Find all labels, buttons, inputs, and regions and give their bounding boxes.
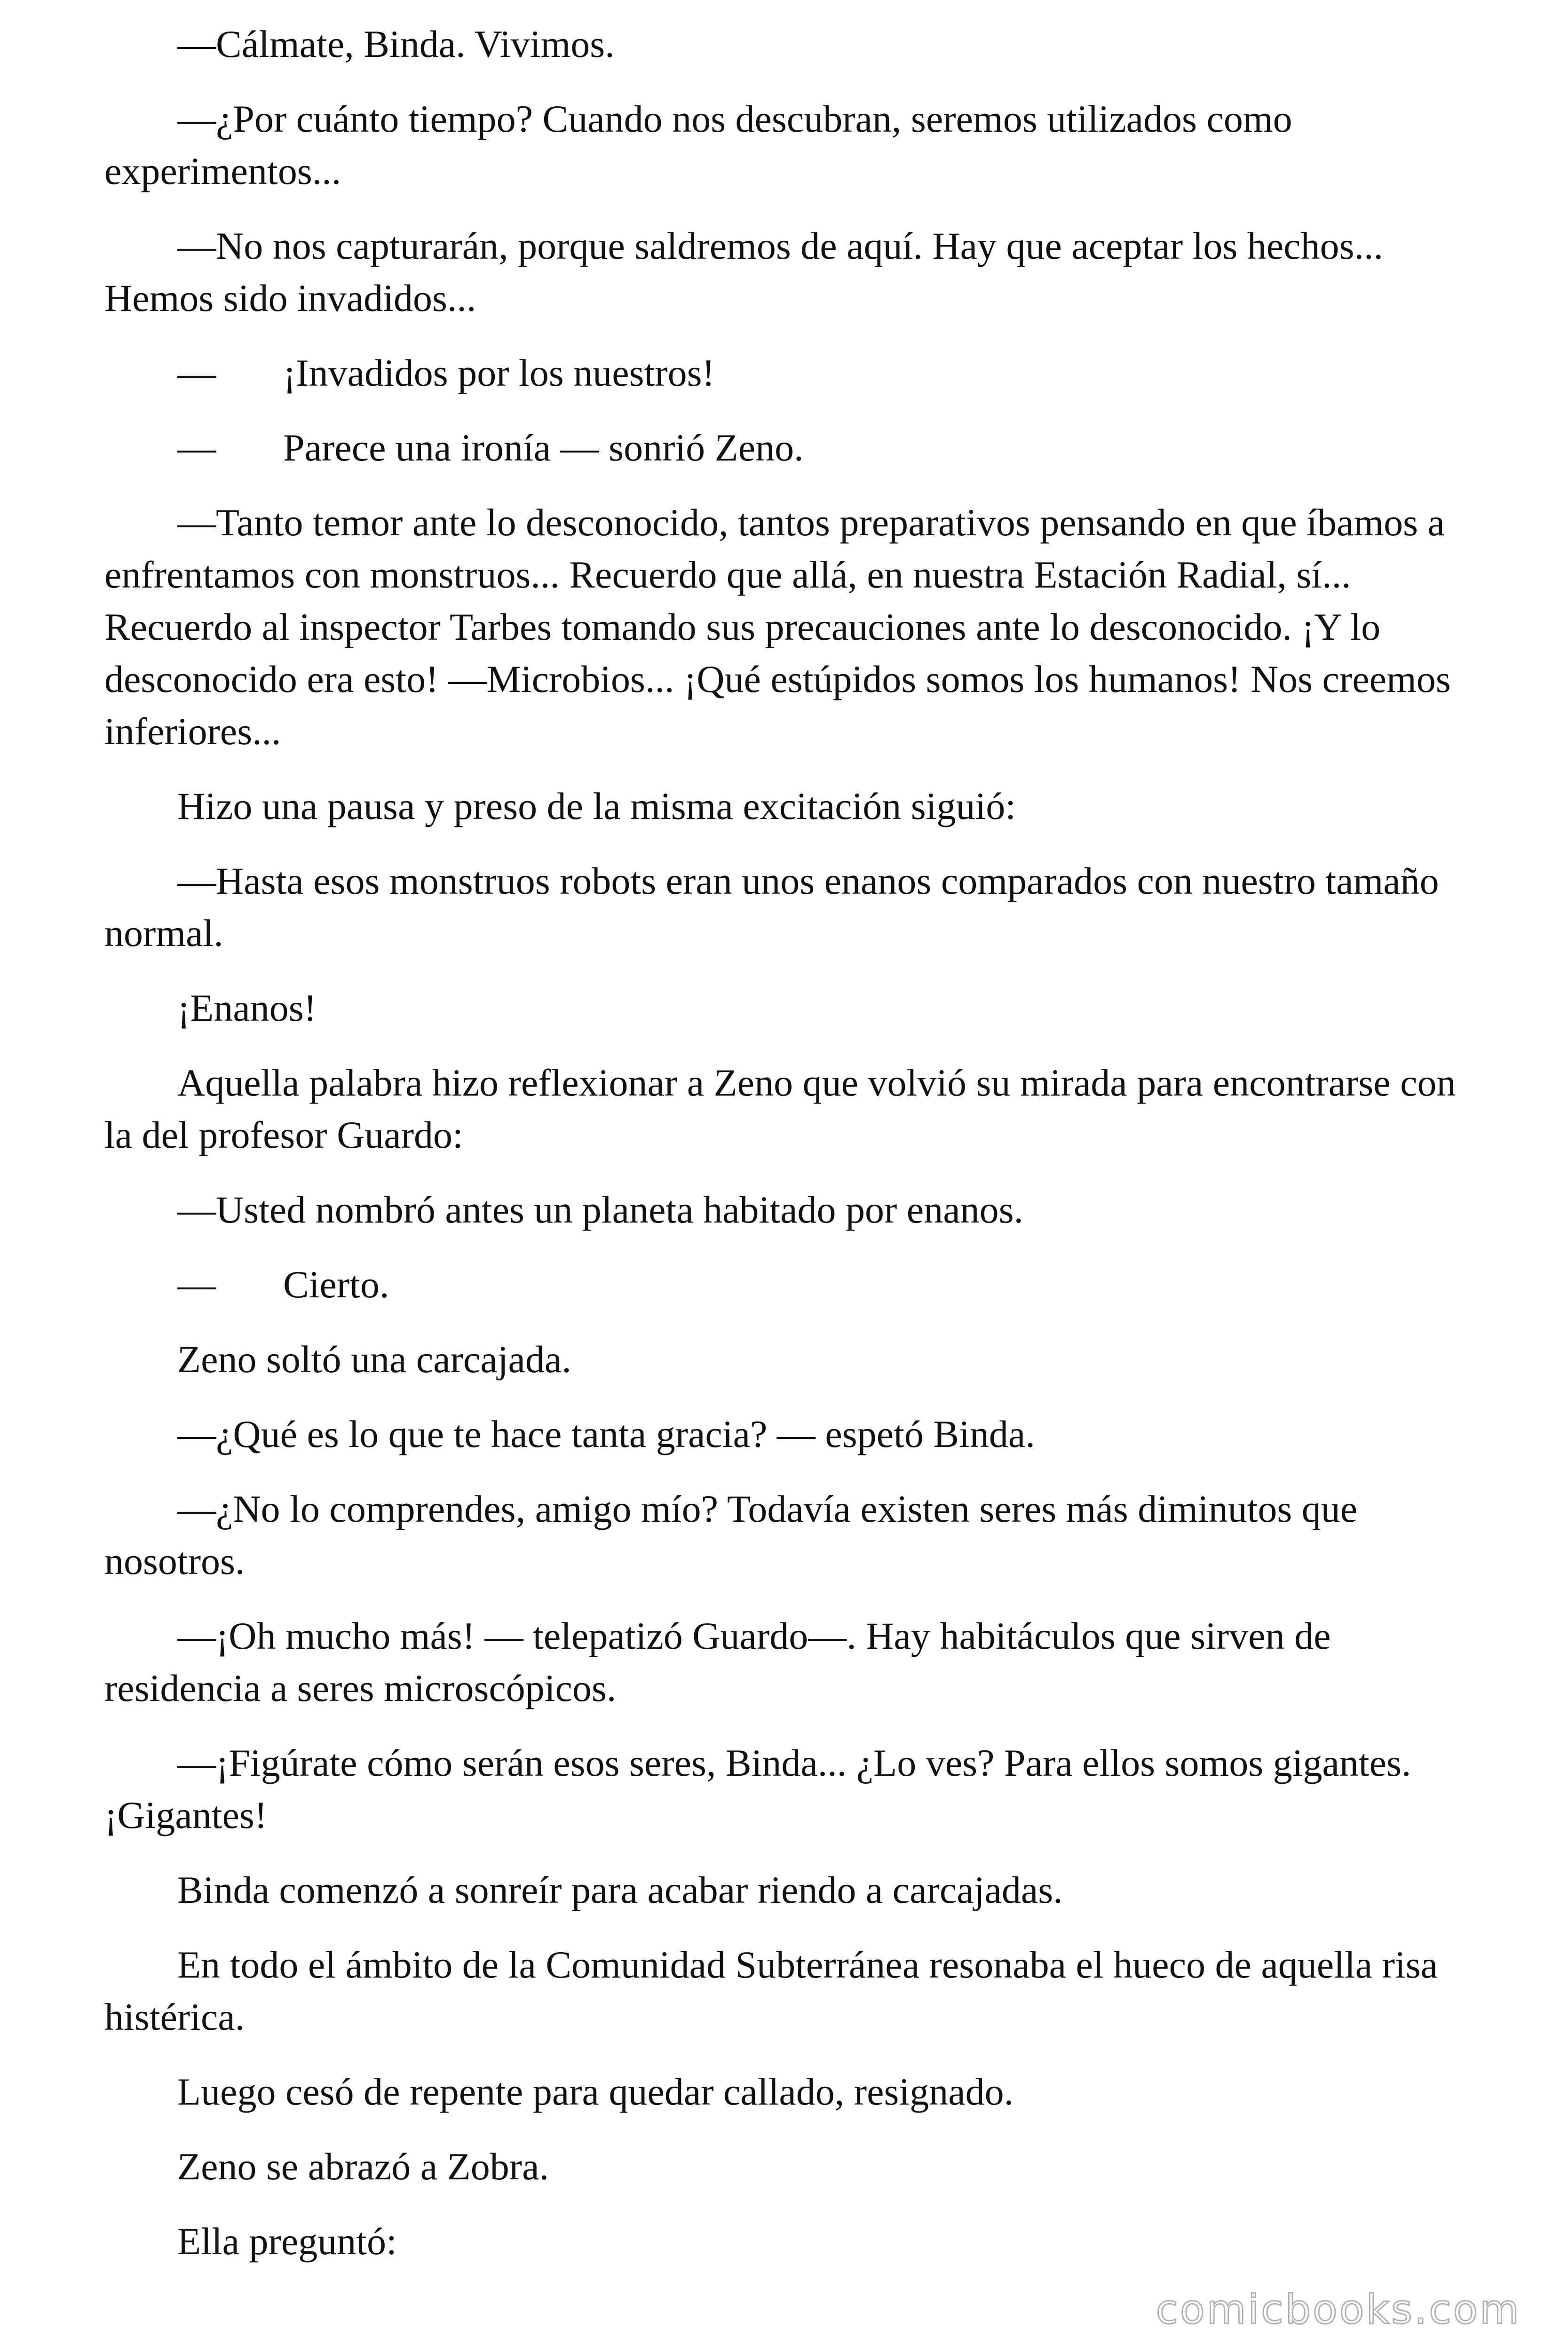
paragraph: Aquella palabra hizo reflexionar a Zeno que volvió su mirada para encontrarse con la del profesor Guardo: bbox=[104, 1061, 1456, 1156]
paragraph: Ella preguntó: bbox=[177, 2220, 397, 2263]
paragraph bbox=[104, 421, 1468, 474]
paragraph: Zeno se abrazó a Zobra. bbox=[177, 2145, 549, 2188]
paragraph bbox=[104, 1258, 1468, 1311]
paragraph: Zeno soltó una carcajada. bbox=[177, 1338, 571, 1381]
paragraph bbox=[104, 347, 1468, 399]
paragraph: Hizo una pausa y preso de la misma excitación siguió: bbox=[177, 785, 1016, 827]
dialogue-dash: — bbox=[177, 351, 216, 394]
paragraph: —¿No lo comprendes, amigo mío? Todavía existen seres más diminutos que nosotros. bbox=[104, 1487, 1358, 1582]
paragraph: En todo el ámbito de la Comunidad Subterránea resonaba el hueco de aquella risa histérica. bbox=[104, 1943, 1438, 2038]
paragraph: Luego cesó de repente para quedar callado, resignado. bbox=[177, 2070, 1014, 2113]
paragraph: —Cálmate, Binda. Vivimos. bbox=[177, 23, 615, 65]
paragraph-text: Cierto. bbox=[283, 1263, 389, 1306]
dialogue-dash: — bbox=[177, 1263, 216, 1306]
dialogue-dash: — bbox=[177, 426, 216, 469]
paragraph: —Usted nombró antes un planeta habitado por enanos. bbox=[177, 1188, 1023, 1231]
watermark: comicbooks.com bbox=[1156, 2286, 1521, 2333]
paragraph: —¡Oh mucho más! — telepatizó Guardo—. Hay habitáculos que sirven de residencia a seres microscópicos. bbox=[104, 1614, 1331, 1709]
paragraph: Binda comenzó a sonreír para acabar riendo a carcajadas. bbox=[177, 1868, 1063, 1911]
paragraph: —Tanto temor ante lo desconocido, tantos preparativos pensando en que íbamos a enfrentamos con monstruos... Recuerdo que allá, en nuestra Estación Radial, sí... Recuerdo al inspector Tarbes tomando sus precauciones ante lo desconocido. ¡Y lo desconocido era esto! —Microbios... ¡Qué estúpidos somos los humanos! Nos creemos inferiores... bbox=[104, 501, 1451, 753]
body-text bbox=[104, 18, 1468, 2290]
paragraph: ¡Enanos! bbox=[177, 986, 317, 1029]
paragraph-text: ¡Invadidos por los nuestros! bbox=[283, 351, 715, 394]
paragraph: —Hasta esos monstruos robots eran unos enanos comparados con nuestro tamaño normal. bbox=[104, 859, 1439, 954]
paragraph: —¡Figúrate cómo serán esos seres, Binda... ¿Lo ves? Para ellos somos gigantes. ¡Gigantes! bbox=[104, 1741, 1411, 1836]
paragraph: —¿Qué es lo que te hace tanta gracia? — espetó Binda. bbox=[177, 1413, 1035, 1455]
paragraph: —No nos capturarán, porque saldremos de aquí. Hay que aceptar los hechos... Hemos sido invadidos... bbox=[104, 224, 1383, 319]
paragraph-text: Parece una ironía — sonrió Zeno. bbox=[283, 426, 804, 469]
paragraph: —¿Por cuánto tiempo? Cuando nos descubran, seremos utilizados como experimentos... bbox=[104, 97, 1292, 192]
